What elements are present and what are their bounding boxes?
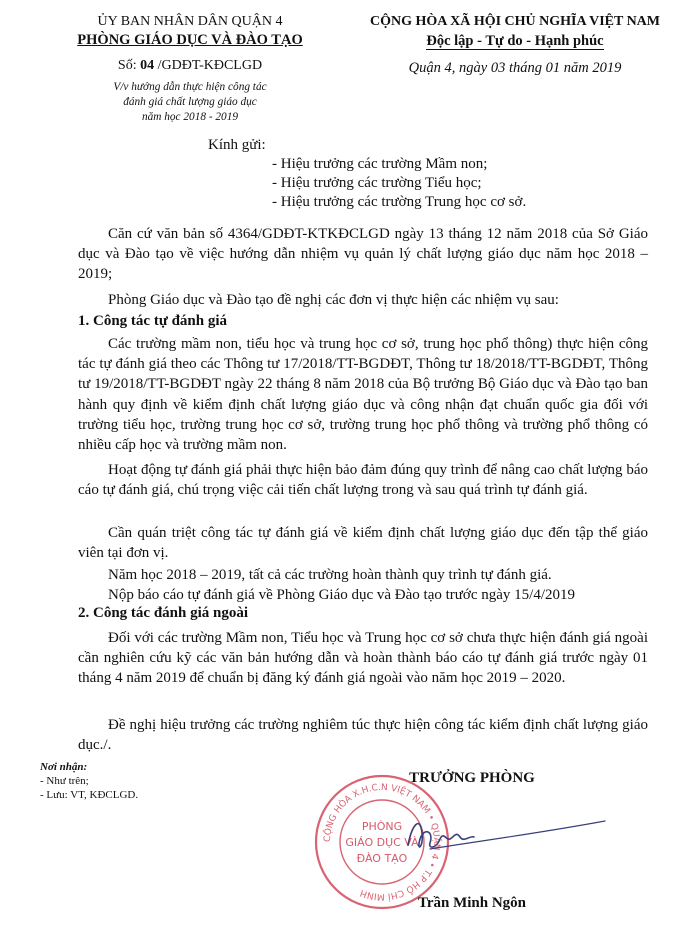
paragraph-basis: Căn cứ văn bản số 4364/GDĐT-KTKĐCLGD ngày 13 tháng 12 năm 2018 của Sở Giáo dục và Đào tạo về việc hướng dẫn nhiệm vụ quản lý chất lượng giáo dục năm học 2018 – 2019; [78, 226, 648, 283]
section-heading-2: 2. Công tác đánh giá ngoài [78, 605, 249, 621]
paragraph-process: Hoạt động tự đánh giá phải thực hiện bảo đảm đúng quy trình để nâng cao chất lượng báo cáo tự đánh giá, chú trọng việc cải tiến chất lượng trong và sau quá trình tự đánh giá. [78, 462, 648, 499]
paragraph-completion: Năm học 2018 – 2019, tất cả các trường hoàn thành quy trình tự đánh giá. [108, 567, 552, 583]
signer-title: TRƯỞNG PHÒNG [409, 770, 535, 786]
section-heading-1: 1. Công tác tự đánh giá [78, 313, 228, 329]
paragraph-closing: Đề nghị hiệu trưởng các trường nghiêm túc thực hiện công tác kiểm định chất lượng giáo dục./. [78, 717, 648, 754]
document-number: Số: 04 /GDĐT-KĐCLGD [117, 58, 263, 73]
recipients-title: Nơi nhận: [40, 761, 88, 773]
place-date: Quận 4, ngày 03 tháng 01 năm 2019 [408, 60, 622, 76]
svg-text:CỘNG HÒA X.H.C.N VIỆT NAM • QU: CỘNG HÒA X.H.C.N VIỆT NAM • QUẬN 4 • T.P HỒ CHÍ MINH [322, 782, 442, 902]
recipients-item: - Lưu: VT, KĐCLGD. [40, 789, 139, 801]
svg-text:ĐÀO TẠO: ĐÀO TẠO [356, 852, 408, 865]
recipient-item: - Hiệu trưởng các trường Tiểu học; [272, 175, 482, 191]
paragraph-self-assessment: Các trường mầm non, tiểu học và trung học cơ sở, trung học phổ thông) thực hiện công tác tự đánh giá theo các Thông tư 17/2018/TT-BGDĐT, Thông tư 18/2018/TT-BGDĐT, Thông tư 19/2018/TT-BGDĐT ngày 22 tháng 8 năm 2018 của Bộ trưởng Bộ Giáo dục và Đào tạo ban hành quy định về kiểm định chất lượng giáo dục và công nhận đạt chuẩn quốc gia đối với trường tiểu học, trường trung học cơ sở, trường trung học phổ thông và trường phổ thông có nhiều cấp học và trường mầm non. [78, 336, 648, 454]
greeting: Kính gửi: [208, 137, 266, 153]
signer-name: Trần Minh Ngôn [417, 895, 527, 911]
svg-text:PHÒNG: PHÒNG [361, 820, 403, 833]
agency-name: ỦY BAN NHÂN DÂN QUẬN 4 [97, 14, 283, 29]
document-subject: V/v hướng dẫn thực hiện công tác đánh giá chất lượng giáo dục năm học 2018 - 2019 [113, 81, 267, 123]
recipients-item: - Như trên; [40, 775, 89, 787]
recipient-item: - Hiệu trưởng các trường Trung học cơ sở. [272, 194, 527, 210]
paragraph-training: Cần quán triệt công tác tự đánh giá về kiểm định chất lượng giáo dục đến tập thể giáo viên tại đơn vị. [78, 525, 648, 562]
nation-title: CỘNG HÒA XÃ HỘI CHỦ NGHĨA VIỆT NAM [369, 14, 660, 29]
handwritten-signature [390, 805, 620, 865]
paragraph-submission: Nộp báo cáo tự đánh giá về Phòng Giáo dục và Đào tạo trước ngày 15/4/2019 [108, 587, 575, 603]
paragraph-request: Phòng Giáo dục và Đào tạo đề nghị các đơn vị thực hiện các nhiệm vụ sau: [108, 292, 559, 308]
paragraph-external-assessment: Đối với các trường Mầm non, Tiểu học và Trung học cơ sở chưa thực hiện đánh giá ngoài cần nghiên cứu kỹ các văn bản hướng dẫn và hoàn thành báo cáo tự đánh giá trước ngày 01 tháng 4 năm 2019 để chuẩn bị đăng ký đánh giá ngoài vào năm học 2019 – 2020. [78, 630, 648, 687]
recipient-item: - Hiệu trưởng các trường Mầm non; [272, 156, 488, 172]
nation-motto: Độc lập - Tự do - Hạnh phúc [426, 33, 604, 49]
department-name: PHÒNG GIÁO DỤC VÀ ĐÀO TẠO [77, 32, 303, 48]
svg-text:GIÁO DỤC VÀ: GIÁO DỤC VÀ [345, 836, 419, 849]
recipients-list [40, 760, 138, 802]
